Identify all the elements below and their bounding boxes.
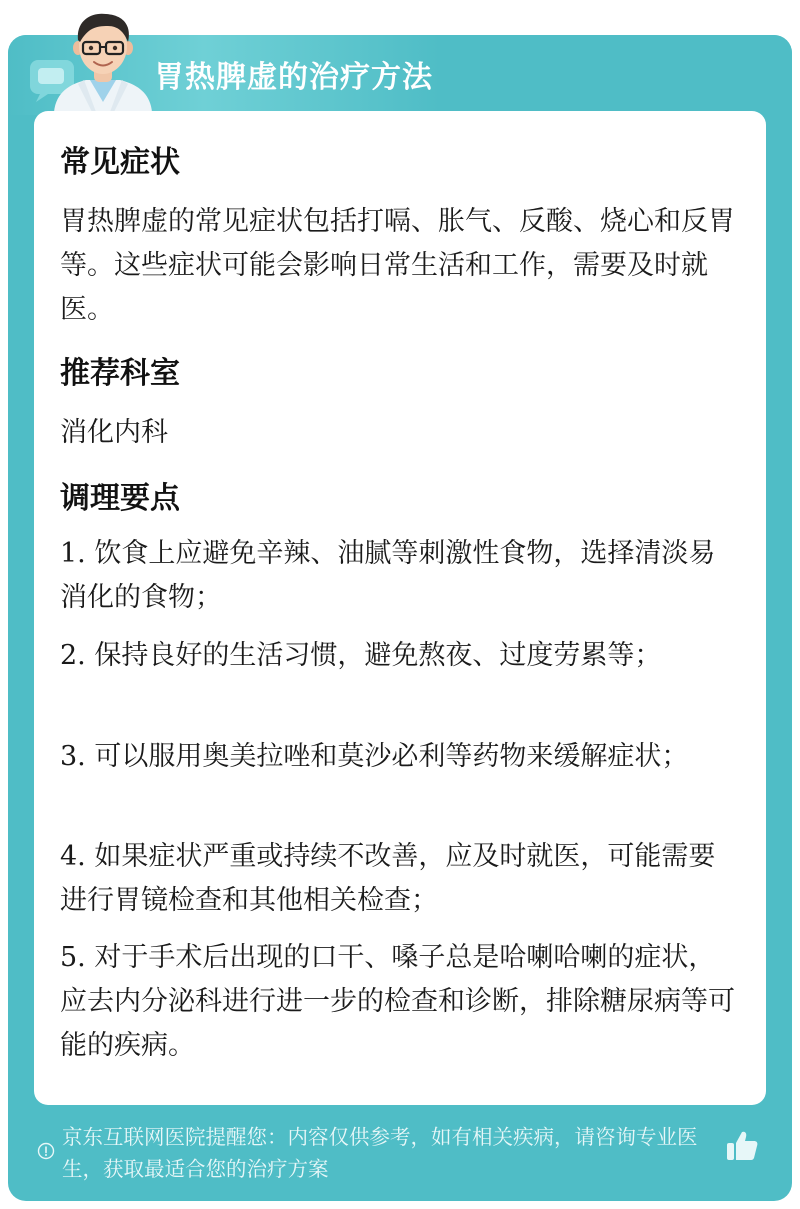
list-item-text: 对于手术后出现的口干、嗓子总是哈喇哈喇的症状，应去内分泌科进行进一步的检查和诊断，排除糖尿病等可能的疾病。 [60, 942, 735, 1061]
list-item-number: 4. [60, 841, 86, 872]
info-circle-icon [37, 1142, 55, 1160]
page-title: 胃热脾虚的治疗方法 [154, 60, 433, 95]
list-item-text: 如果症状严重或持续不改善，应及时就医，可能需要进行胃镜检查和其他相关检查； [60, 841, 716, 916]
list-item-text: 饮食上应避免辛辣、油腻等刺激性食物，选择清淡易消化的食物； [60, 538, 716, 613]
list-item [60, 735, 740, 779]
doctor-avatar [48, 6, 158, 112]
thumbs-up-icon[interactable] [724, 1128, 760, 1164]
list-item-number: 3. [60, 741, 86, 772]
section-heading-department: 推荐科室 [60, 356, 180, 391]
list-item-number: 2. [60, 640, 86, 671]
list-item [60, 835, 740, 923]
list-item [60, 532, 740, 620]
list-item [60, 634, 740, 678]
list-item-text: 保持良好的生活习惯，避免熬夜、过度劳累等； [94, 640, 662, 671]
department-text: 消化内科 [60, 417, 168, 448]
symptoms-text: 胃热脾虚的常见症状包括打嗝、胀气、反酸、烧心和反胃等。这些症状可能会影响日常生活和工作，需要及时就医。 [60, 206, 735, 325]
list-item [60, 936, 740, 1068]
footer-disclaimer: 京东互联网医院提醒您：内容仅供参考，如有相关疾病，请咨询专业医生，获取最适合您的治疗方案 [62, 1125, 698, 1181]
content-card [34, 111, 766, 1105]
section-heading-care-points: 调理要点 [60, 481, 180, 516]
list-item-number: 1. [60, 538, 86, 569]
list-item-text: 可以服用奥美拉唑和莫沙必利等药物来缓解症状； [94, 741, 689, 772]
list-item-number: 5. [60, 942, 86, 973]
section-heading-symptoms: 常见症状 [60, 145, 180, 180]
